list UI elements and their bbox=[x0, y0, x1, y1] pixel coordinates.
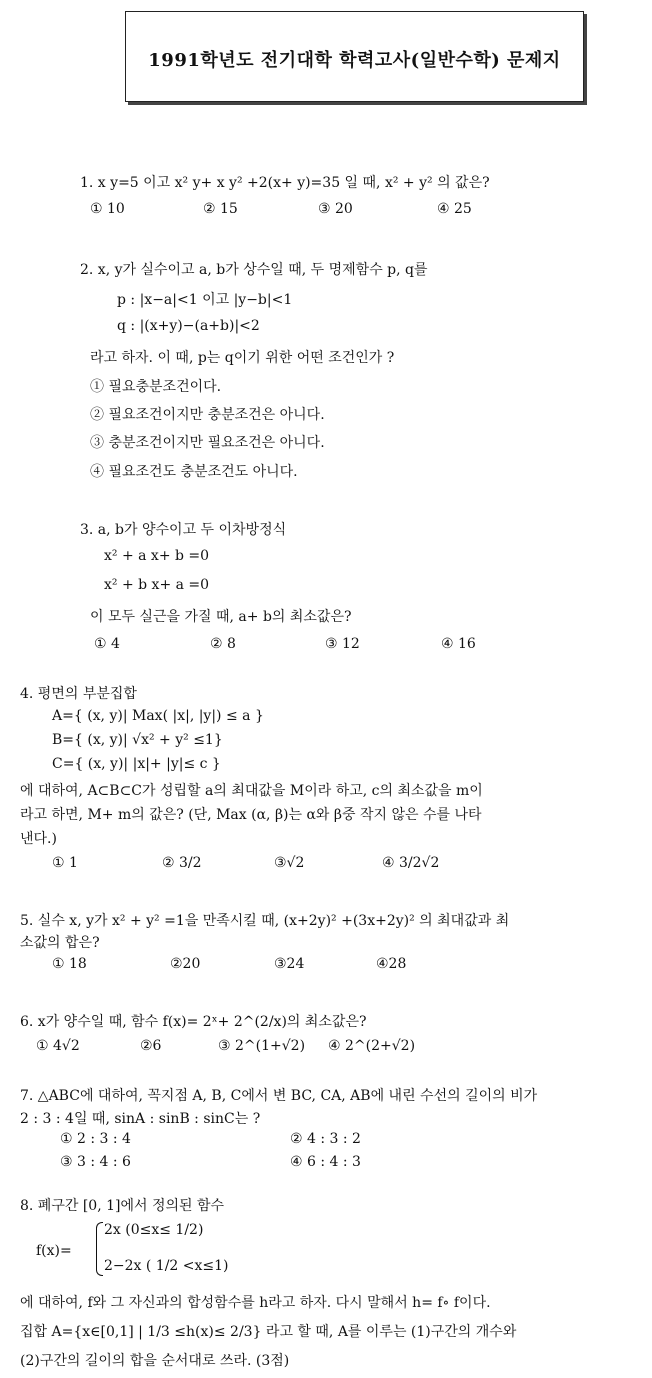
q4-stem: 4. 평면의 부분집합 bbox=[20, 686, 137, 702]
q4-choice-3: ③√2 bbox=[274, 855, 305, 871]
q2-line-p: p : |x−a|<1 이고 |y−b|<1 bbox=[117, 292, 293, 308]
q2-stem: 2. x, y가 실수이고 a, b가 상수일 때, 두 명제함수 p, q를 bbox=[80, 262, 428, 278]
q4-set-c: C={ (x, y)| |x|+ |y|≤ c } bbox=[52, 756, 221, 772]
q3-choice-4: ④ 16 bbox=[441, 636, 476, 652]
q2-follow: 라고 하자. 이 때, p는 q이기 위한 어떤 조건인가 ? bbox=[90, 350, 395, 366]
q7-stem-2: 2 : 3 : 4일 때, sinA : sinB : sinC는 ? bbox=[20, 1111, 261, 1127]
q8-brace bbox=[96, 1222, 103, 1276]
q4-choice-4: ④ 3/2√2 bbox=[382, 855, 440, 871]
q8-fx-label: f(x)= bbox=[36, 1243, 72, 1259]
q5-choice-4: ④28 bbox=[376, 956, 407, 972]
q3-eq-1: x² + a x+ b =0 bbox=[104, 548, 210, 564]
q4-follow-3: 낸다.) bbox=[20, 831, 57, 847]
q3-choice-1: ① 4 bbox=[94, 636, 120, 652]
q5-choice-2: ②20 bbox=[170, 956, 201, 972]
q5-stem-1: 5. 실수 x, y가 x² + y² =1을 만족시킬 때, (x+2y)² +(3x+2y)² 의 최대값과 최 bbox=[20, 913, 510, 929]
title-box bbox=[125, 11, 584, 102]
q6-choice-3: ③ 2^(1+√2) bbox=[218, 1038, 306, 1054]
q1-choice-2: ② 15 bbox=[203, 201, 238, 217]
q6-choice-4: ④ 2^(2+√2) bbox=[328, 1038, 416, 1054]
q4-follow-1: 에 대하여, A⊂B⊂C가 성립할 a의 최대값을 M이라 하고, c의 최소값을 m이 bbox=[20, 783, 483, 799]
q1-choice-4: ④ 25 bbox=[437, 201, 472, 217]
q2-choice-3: ③ 충분조건이지만 필요조건은 아니다. bbox=[90, 435, 325, 451]
q7-choice-2: ② 4 : 3 : 2 bbox=[290, 1131, 361, 1147]
q2-line-q: q : |(x+y)−(a+b)|<2 bbox=[117, 318, 260, 334]
q3-follow: 이 모두 실근을 가질 때, a+ b의 최소값은? bbox=[90, 609, 352, 625]
q8-follow-2: 집합 A={x∈[0,1] | 1/3 ≤h(x)≤ 2/3} 라고 할 때, A를 이루는 (1)구간의 개수와 bbox=[20, 1324, 517, 1340]
q4-choice-1: ① 1 bbox=[52, 855, 78, 871]
q3-stem: 3. a, b가 양수이고 두 이차방정식 bbox=[80, 522, 287, 538]
q5-choice-3: ③24 bbox=[274, 956, 305, 972]
q3-choice-3: ③ 12 bbox=[325, 636, 360, 652]
q6-choice-1: ① 4√2 bbox=[36, 1038, 80, 1054]
q1-choice-3: ③ 20 bbox=[318, 201, 353, 217]
q8-follow-1: 에 대하여, f와 그 자신과의 합성함수를 h라고 하자. 다시 말해서 h= f∘ f이다. bbox=[20, 1295, 491, 1311]
q5-stem-2: 소값의 합은? bbox=[20, 935, 100, 951]
q8-piece-2: 2−2x ( 1/2 <x≤1) bbox=[104, 1258, 229, 1274]
q3-eq-2: x² + b x+ a =0 bbox=[104, 577, 210, 593]
q7-stem-1: 7. △ABC에 대하여, 꼭지점 A, B, C에서 변 BC, CA, AB에 내린 수선의 길이의 비가 bbox=[20, 1088, 538, 1104]
q4-set-b: B={ (x, y)| √x² + y² ≤1} bbox=[52, 732, 223, 748]
q7-choice-1: ① 2 : 3 : 4 bbox=[60, 1131, 131, 1147]
q6-stem: 6. x가 양수일 때, 함수 f(x)= 2ˣ+ 2^(2/x)의 최소값은? bbox=[20, 1014, 367, 1030]
q7-choice-3: ③ 3 : 4 : 6 bbox=[60, 1154, 131, 1170]
q8-stem: 8. 폐구간 [0, 1]에서 정의된 함수 bbox=[20, 1198, 225, 1214]
q2-choice-4: ④ 필요조건도 충분조건도 아니다. bbox=[90, 464, 298, 480]
q3-choice-2: ② 8 bbox=[210, 636, 236, 652]
q6-choice-2: ②6 bbox=[140, 1038, 162, 1054]
q2-choice-1: ① 필요충분조건이다. bbox=[90, 379, 222, 395]
q5-choice-1: ① 18 bbox=[52, 956, 87, 972]
q2-choice-2: ② 필요조건이지만 충분조건은 아니다. bbox=[90, 407, 325, 423]
q8-piece-1: 2x (0≤x≤ 1/2) bbox=[104, 1222, 204, 1238]
q4-choice-2: ② 3/2 bbox=[162, 855, 202, 871]
q7-choice-4: ④ 6 : 4 : 3 bbox=[290, 1154, 361, 1170]
q1-stem: 1. x y=5 이고 x² y+ x y² +2(x+ y)=35 일 때, x² + y² 의 값은? bbox=[80, 175, 490, 191]
q4-follow-2: 라고 하면, M+ m의 값은? (단, Max (α, β)는 α와 β중 작지 않은 수를 나타 bbox=[20, 807, 482, 823]
q8-follow-3: (2)구간의 길이의 합을 순서대로 쓰라. (3점) bbox=[20, 1353, 290, 1369]
q4-set-a: A={ (x, y)| Max( |x|, |y|) ≤ a } bbox=[52, 708, 264, 724]
q1-choice-1: ① 10 bbox=[90, 201, 125, 217]
page-title: 1991학년도 전기대학 학력고사(일반수학) 문제지 bbox=[148, 50, 561, 71]
